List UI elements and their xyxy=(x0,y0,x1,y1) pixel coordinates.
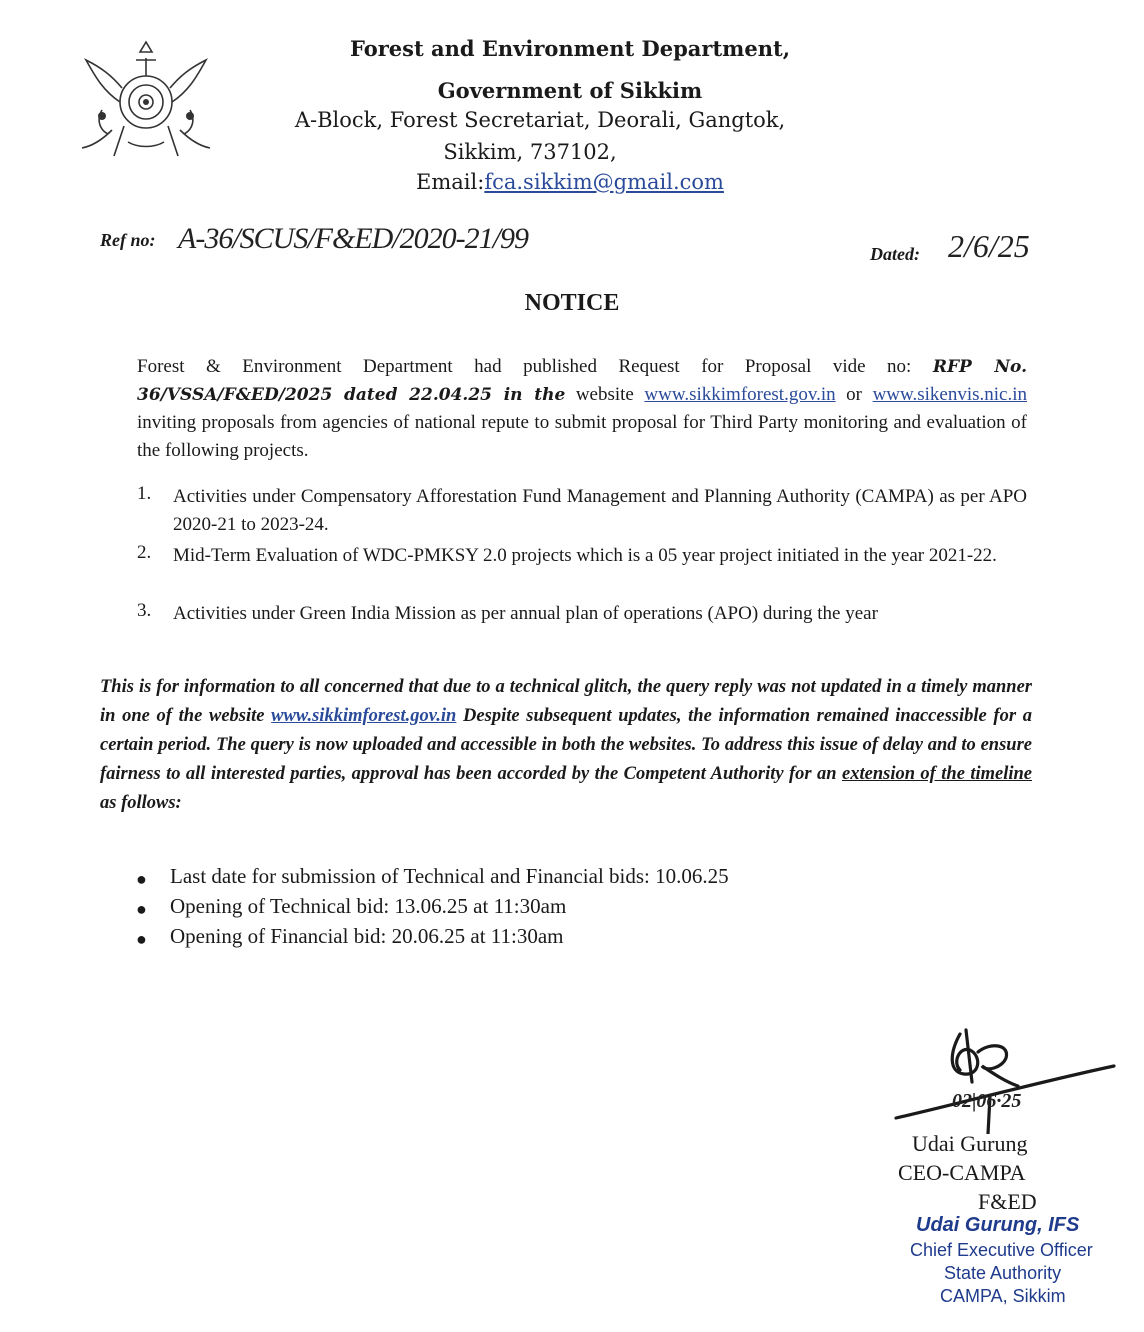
timeline-item: Last date for submission of Technical and Financial bids: 10.06.25 xyxy=(170,864,729,888)
project-item: Mid-Term Evaluation of WDC-PMKSY 2.0 projects which is a 05 year project initiated in the year 2021-22. xyxy=(173,545,997,566)
signature-date: 02|06·25 xyxy=(952,1090,1022,1112)
government-name: Government of Sikkim xyxy=(437,78,703,103)
signatory-title: CEO-CAMPA xyxy=(898,1160,1026,1185)
intro-text-2: website xyxy=(565,384,645,405)
info-text-3: as follows: xyxy=(100,793,182,813)
timeline-item: Opening of Financial bid: 20.06.25 at 11:30am xyxy=(170,924,564,948)
link-sikenvis[interactable]: www.sikenvis.nic.in xyxy=(872,384,1028,405)
signatory-department: F&ED xyxy=(978,1189,1037,1214)
address-line: A-Block, Forest Secretariat, Deorali, Gangtok, xyxy=(294,108,786,132)
info-text-1: This is for information to all concerned that due to a technical glitch, the query reply was not updated in a timely manner in one of the website xyxy=(100,677,1032,726)
signatory-name: Udai Gurung xyxy=(912,1131,1028,1156)
rfp-number: RFP No. 36/VSSA/F&ED/2025 dated 22.04.25 in the xyxy=(137,357,1027,405)
bullet-icon: ● xyxy=(136,899,147,919)
intro-text-4: inviting proposals from agencies of national repute to submit proposal for Third Party monitoring and evaluation of the following projects. xyxy=(137,412,1027,461)
address-city: Sikkim, 737102, xyxy=(443,140,617,164)
intro-text-1: Forest & Environment Department had published Request for Proposal vide no: xyxy=(137,356,933,377)
project-item: Activities under Compensatory Afforestation Fund Management and Planning Authority (CAMPA) as per APO 2020-21 to 2023-24. xyxy=(173,486,1027,535)
intro-text-3: or xyxy=(835,384,873,405)
department-name: Forest and Environment Department, xyxy=(349,36,791,61)
stamp-authority: State Authority xyxy=(944,1263,1062,1283)
signature-icon xyxy=(890,1022,1120,1134)
link-sikkimforest[interactable]: www.sikkimforest.gov.in xyxy=(644,384,836,405)
information-paragraph xyxy=(100,673,1032,818)
bullet-icon: ● xyxy=(136,929,147,949)
project-number: 3. xyxy=(137,600,152,621)
sikkim-emblem-icon xyxy=(72,30,220,164)
email-label: Email: xyxy=(416,170,485,194)
ref-label: Ref no: xyxy=(100,230,156,250)
timeline-item: Opening of Technical bid: 13.06.25 at 11:30am xyxy=(170,894,567,918)
stamp-designation: Chief Executive Officer xyxy=(910,1240,1093,1260)
dated-label: Dated: xyxy=(870,244,920,264)
extension-text: extension of the timeline xyxy=(842,764,1032,784)
email-line xyxy=(300,170,840,194)
notice-title: NOTICE xyxy=(524,290,620,316)
project-number: 2. xyxy=(137,542,152,563)
ref-number: A-36/SCUS/F&ED/2020-21/99 xyxy=(178,222,528,255)
email-link[interactable]: fca.sikkim@gmail.com xyxy=(484,170,724,194)
dated-value: 2/6/25 xyxy=(948,228,1030,264)
stamp-name: Udai Gurung, IFS xyxy=(916,1214,1080,1236)
project-number: 1. xyxy=(137,483,152,504)
link-sikkimforest-info[interactable]: www.sikkimforest.gov.in xyxy=(271,706,457,726)
project-item: Activities under Green India Mission as per annual plan of operations (APO) during the year xyxy=(173,603,878,624)
bullet-icon: ● xyxy=(136,869,147,889)
intro-paragraph xyxy=(137,353,1027,465)
stamp-organisation: CAMPA, Sikkim xyxy=(940,1286,1066,1306)
info-text-2: Despite subsequent updates, the information remained inaccessible for a certain period. The query is now uploaded and accessible in both the websites. To address this issue of delay and to ensure fairness to all interested parties, approval has been accorded by the Competent Authority for an xyxy=(100,706,1032,784)
